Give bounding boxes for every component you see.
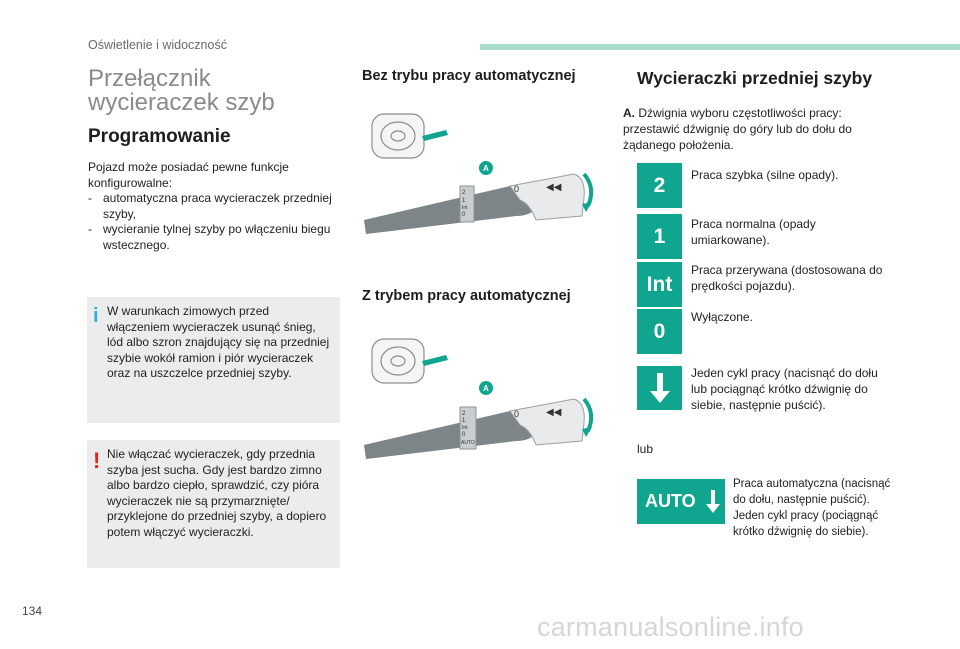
lever-description: [623, 105, 878, 153]
stalk-label-0: 0: [462, 432, 466, 438]
info-text: W warunkach zimowych przed włączeniem wycieraczek usunąć śnieg, lód albo szron znajdujący się na przedniej szybie wokół ramion i piór wycieraczek oraz na uszczelce przedniej szyby.: [107, 304, 330, 380]
rear-wash-icon: ◀◀: [546, 182, 562, 193]
rotate-arrow-icon: [584, 174, 591, 206]
callout-a-label: A: [483, 384, 489, 393]
position-0-text: Wyłączone.: [691, 310, 753, 324]
warning-text: Nie włączać wycieraczek, gdy przednia szyba jest sucha. Gdy jest bardzo zimno albo bardzo ciepło, sprawdzić, czy pióra wycieraczek nie są przymarznięte/ przyklejone do przedniej szyby, a dopiero potem włączyć wycieraczki.: [107, 447, 327, 539]
header-bar: [480, 44, 960, 50]
stalk-label-auto: AUTO: [461, 440, 475, 446]
page-number: 134: [22, 604, 43, 618]
info-box: [87, 297, 340, 423]
position-int-badge: Int: [637, 262, 682, 307]
stalk-label-1: 1: [462, 198, 466, 204]
position-2-badge: 2: [637, 163, 682, 208]
list-item: - wycieranie tylnej szyby po włączeniu biegu wstecznego.: [88, 222, 343, 253]
lever-description-text: Dźwignia wyboru częstotliwości pracy: przestawić dźwignię do góry lub do dołu do żądanego położenia.: [623, 106, 852, 152]
callout-label: A.: [623, 106, 635, 120]
rear-ring-zero: 0: [514, 409, 520, 419]
single-wipe-text: Jeden cykl pracy (nacisnąć do dołu lub pociągnąć krótko dźwignię do siebie, następnie puścić).: [691, 366, 878, 412]
rear-wash-icon: ◀◀: [546, 407, 562, 418]
arrow-down-icon: [647, 371, 673, 405]
warning-box: [87, 440, 340, 568]
position-int-text: Praca przerywana (dostosowana do prędkości pojazdu).: [691, 263, 883, 293]
position-1-badge: 1: [637, 214, 682, 259]
feature-list: [88, 191, 343, 253]
section-title-programming: Programowanie: [88, 126, 231, 147]
stalk-highlight: [422, 130, 448, 141]
programming-text: [88, 160, 343, 253]
warning-icon: !: [93, 448, 101, 473]
auto-badge-label: AUTO: [645, 491, 696, 511]
stalk-label-0: 0: [462, 212, 466, 218]
auto-mode-text: Praca automatyczna (nacisnąć do dołu, następnie puścić). Jeden cykl pracy (pociągnąć krótko dźwignię do siebie).: [733, 478, 891, 538]
callout-a-label: A: [483, 164, 489, 173]
stalk-label-int: Int: [462, 205, 468, 211]
steering-wheel-icon: [372, 339, 424, 383]
auto-badge: [637, 479, 725, 524]
rotate-arrow-icon: [584, 399, 591, 431]
single-wipe-badge: [637, 366, 682, 410]
steering-wheel-icon: [372, 114, 424, 158]
page-title: Przełącznik wycieraczek szyb: [88, 65, 275, 116]
position-2-text: Praca szybka (silne opady).: [691, 168, 839, 182]
or-text: lub: [637, 442, 654, 456]
stalk-label-1: 1: [462, 418, 466, 424]
rear-ring-zero: 0: [514, 184, 520, 194]
stalk-label-int: Int: [462, 425, 468, 431]
stalk-label-2: 2: [462, 411, 466, 417]
info-icon: i: [93, 305, 99, 327]
watermark: carmanualsonline.info: [537, 612, 804, 642]
position-1-text: Praca normalna (opady umiarkowane).: [691, 217, 816, 247]
heading-manual-mode: Bez trybu pracy automatycznej: [362, 68, 576, 84]
section-title-front-wipers: Wycieraczki przedniej szyby: [637, 68, 873, 88]
section-header: Oświetlenie i widoczność: [88, 38, 227, 52]
arrow-down-icon: [704, 489, 722, 515]
programming-intro: Pojazd może posiadać pewne funkcje konfigurowalne:: [88, 160, 289, 190]
wiper-stalk-illustration-manual: [360, 108, 600, 238]
position-0-badge: 0: [637, 309, 682, 354]
heading-auto-mode: Z trybem pracy automatycznej: [362, 288, 571, 304]
wiper-stalk-illustration-auto: [360, 333, 600, 463]
stalk-highlight: [422, 355, 448, 366]
list-item: - automatyczna praca wycieraczek przedniej szyby,: [88, 191, 343, 222]
stalk-label-2: 2: [462, 190, 466, 196]
